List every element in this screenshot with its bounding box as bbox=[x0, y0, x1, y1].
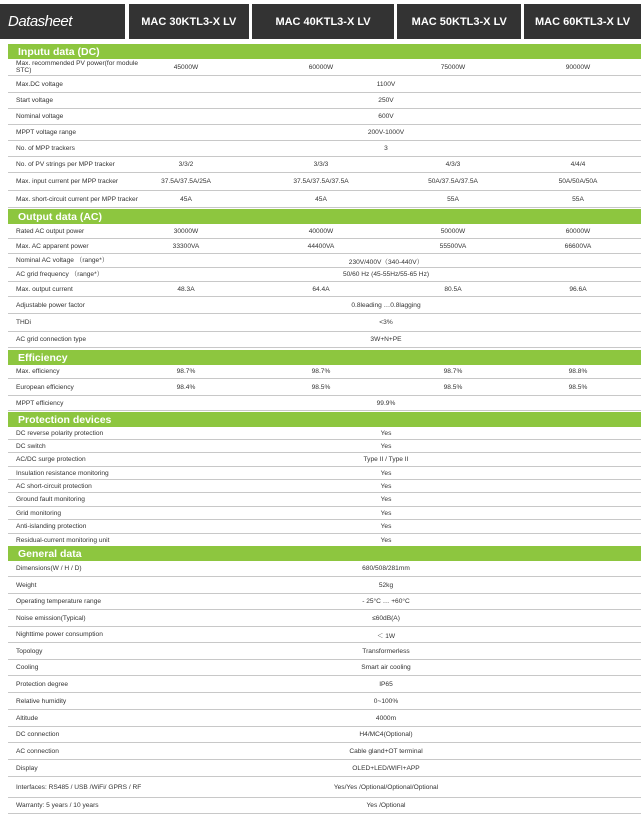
spec-row bbox=[8, 727, 641, 743]
spec-row bbox=[8, 777, 641, 798]
spec-row bbox=[8, 239, 641, 254]
spec-label: Residual-current monitoring unit bbox=[16, 536, 110, 544]
spec-label: Insulation resistance monitoring bbox=[16, 469, 109, 477]
spec-value-all-models: 50/60 Hz (45-55Hz/55-65 Hz) bbox=[342, 271, 430, 278]
spec-value-model-2: 64.4A bbox=[312, 285, 330, 293]
spec-value-model-4: 4/4/4 bbox=[570, 161, 586, 168]
spec-row bbox=[8, 76, 641, 93]
spec-row bbox=[8, 577, 641, 594]
spec-value-all-models: 250V bbox=[378, 97, 394, 104]
spec-value-model-3: 55500VA bbox=[439, 242, 467, 250]
model-header-2: MAC 40KTL3-X LV bbox=[252, 4, 395, 39]
spec-value-model-2: 60000W bbox=[308, 63, 334, 71]
spec-row bbox=[8, 643, 641, 660]
header-row bbox=[0, 4, 641, 39]
spec-row bbox=[8, 157, 641, 173]
spec-label: Max.DC voltage bbox=[16, 80, 63, 88]
spec-row bbox=[8, 561, 641, 577]
spec-value-all-models: 3W+N+PE bbox=[370, 336, 402, 343]
spec-label: Dimensions(W / H / D) bbox=[16, 565, 82, 572]
spec-value-model-4: 98.5% bbox=[568, 383, 588, 391]
spec-label: Noise emission(Typical) bbox=[16, 614, 86, 622]
spec-value-all-models: Yes bbox=[380, 482, 392, 490]
spec-label: Rated AC output power bbox=[16, 227, 85, 235]
spec-value-all-models: 680/508/281mm bbox=[362, 565, 410, 572]
spec-label: AC/DC surge protection bbox=[16, 456, 86, 463]
spec-label: Interfaces: RS485 / USB /WiFi/ GPRS / RF bbox=[16, 783, 142, 791]
spec-row bbox=[8, 224, 641, 239]
spec-label: Ground fault monitoring bbox=[16, 496, 85, 503]
spec-value-all-models: Yes bbox=[380, 429, 392, 437]
spec-value-all-models: Cable gland+OT terminal bbox=[349, 747, 423, 755]
spec-label: AC short-circuit protection bbox=[16, 482, 92, 490]
spec-label: Altitude bbox=[16, 714, 38, 722]
spec-value-model-3: 4/3/3 bbox=[445, 161, 461, 168]
spec-value-model-2: 40000W bbox=[308, 227, 334, 235]
spec-row bbox=[8, 396, 641, 411]
spec-label: Nominal voltage bbox=[16, 113, 64, 120]
spec-value-model-2: 98.7% bbox=[311, 368, 331, 375]
spec-value-all-models: Yes bbox=[380, 496, 392, 503]
spec-row bbox=[8, 173, 641, 191]
spec-value-model-4: 66600VA bbox=[564, 242, 592, 250]
spec-row bbox=[8, 125, 641, 141]
spec-row bbox=[8, 254, 641, 268]
spec-label: Weight bbox=[16, 581, 37, 589]
spec-label: Display bbox=[16, 764, 38, 772]
spec-value-model-1: 98.7% bbox=[176, 368, 196, 375]
spec-row bbox=[8, 297, 641, 314]
spec-value-model-4: 96.6A bbox=[569, 285, 587, 293]
section-header: Efficiency bbox=[8, 350, 641, 365]
spec-row bbox=[8, 743, 641, 760]
spec-row bbox=[8, 467, 641, 480]
spec-row bbox=[8, 109, 641, 125]
spec-value-all-models: ＜ 1W bbox=[376, 632, 396, 640]
spec-value-all-models: 1100V bbox=[376, 80, 396, 88]
spec-value-all-models: 3 bbox=[384, 145, 388, 152]
spec-value-model-1: 98.4% bbox=[176, 383, 196, 391]
spec-value-all-models: IP65 bbox=[379, 680, 393, 688]
spec-label: AC connection bbox=[16, 747, 59, 755]
spec-value-model-1: 37.5A/37.5A/25A bbox=[161, 178, 211, 185]
spec-value-all-models: 0~100% bbox=[373, 697, 399, 705]
spec-row bbox=[8, 332, 641, 348]
spec-label: Relative humidity bbox=[16, 697, 67, 705]
spec-value-model-3: 50A/37.5A/37.5A bbox=[428, 178, 478, 185]
spec-label: No. of MPP trackers bbox=[16, 145, 75, 152]
spec-value-model-3: 55A bbox=[447, 195, 459, 203]
spec-value-model-2: 3/3/3 bbox=[313, 161, 329, 168]
spec-label: THDi bbox=[16, 319, 32, 326]
spec-label: DC switch bbox=[16, 442, 46, 450]
spec-value-all-models: 200V-1000V bbox=[367, 129, 405, 136]
spec-label: DC connection bbox=[16, 731, 60, 738]
spec-value-all-models: H4/MC4(Optional) bbox=[359, 731, 413, 738]
spec-row bbox=[8, 440, 641, 453]
spec-label: Grid monitoring bbox=[16, 509, 62, 517]
spec-value-all-models: ≤60dB(A) bbox=[372, 614, 400, 622]
spec-value-model-2: 44400VA bbox=[307, 242, 335, 250]
spec-label: Max. AC apparent power bbox=[16, 242, 89, 250]
spec-label: Max. output current bbox=[16, 285, 73, 293]
spec-value-model-3: 50000W bbox=[440, 227, 466, 235]
spec-row bbox=[8, 507, 641, 520]
section-header: Protection devices bbox=[8, 412, 641, 427]
spec-value-all-models: Yes bbox=[380, 509, 392, 517]
spec-value-all-models: Yes /Optional bbox=[366, 802, 406, 809]
spec-label: MPPT efficiency bbox=[16, 399, 64, 407]
section-header: Inputu data (DC) bbox=[8, 44, 641, 59]
spec-row bbox=[8, 480, 641, 493]
spec-row bbox=[8, 453, 641, 467]
spec-row bbox=[8, 520, 641, 534]
spec-row bbox=[8, 191, 641, 208]
spec-value-all-models: 600V bbox=[378, 113, 394, 120]
spec-row bbox=[8, 282, 641, 297]
spec-label: No. of PV strings per MPP tracker bbox=[16, 161, 115, 168]
spec-row bbox=[8, 594, 641, 610]
spec-value-model-4: 98.8% bbox=[568, 368, 588, 375]
spec-value-model-1: 48.3A bbox=[177, 285, 195, 293]
spec-value-all-models: Type II / Type II bbox=[363, 456, 409, 463]
spec-label: AC grid frequency （range*） bbox=[16, 271, 104, 278]
spec-row bbox=[8, 493, 641, 507]
spec-value-model-3: 98.5% bbox=[443, 383, 463, 391]
spec-row bbox=[8, 93, 641, 109]
spec-row bbox=[8, 268, 641, 282]
spec-value-model-3: 75000W bbox=[440, 63, 466, 71]
spec-value-model-3: 80.5A bbox=[444, 285, 462, 293]
model-header-3: MAC 50KTL3-X LV bbox=[397, 4, 521, 39]
spec-value-all-models: Smart air cooling bbox=[361, 664, 411, 671]
spec-value-all-models: 52kg bbox=[378, 581, 394, 589]
spec-row bbox=[8, 760, 641, 777]
spec-value-all-models: OLED+LED/WIFI+APP bbox=[352, 764, 420, 772]
section-header: General data bbox=[8, 546, 641, 561]
spec-value-all-models: 4000m bbox=[375, 714, 397, 722]
spec-row bbox=[8, 710, 641, 727]
spec-label: Cooling bbox=[16, 664, 39, 671]
spec-value-model-1: 30000W bbox=[173, 227, 199, 235]
spec-value-model-4: 90000W bbox=[565, 63, 591, 71]
spec-row bbox=[8, 365, 641, 379]
spec-value-all-models: <3% bbox=[379, 319, 393, 326]
spec-row bbox=[8, 693, 641, 710]
spec-value-all-models: Yes bbox=[380, 442, 392, 450]
spec-label: Anti-islanding protection bbox=[16, 523, 87, 530]
spec-value-model-1: 3/3/2 bbox=[178, 161, 194, 168]
spec-value-all-models: Yes bbox=[380, 469, 392, 477]
spec-value-all-models: Yes bbox=[380, 536, 392, 544]
spec-value-model-4: 60000W bbox=[565, 227, 591, 235]
spec-row bbox=[8, 314, 641, 332]
model-header-4: MAC 60KTL3-X LV bbox=[524, 4, 641, 39]
spec-value-all-models: 99.9% bbox=[376, 399, 396, 407]
spec-label: Nominal AC voltage （range*） bbox=[16, 257, 109, 264]
section-header: Output data (AC) bbox=[8, 209, 641, 224]
spec-row bbox=[8, 427, 641, 440]
spec-value-all-models: Yes/Yes /Optional/Optional/Optional bbox=[333, 783, 439, 791]
spec-label: Warranty: 5 years / 10 years bbox=[16, 802, 99, 809]
spec-row bbox=[8, 610, 641, 627]
datasheet-title: Datasheet bbox=[0, 4, 125, 39]
spec-value-model-2: 37.5A/37.5A/37.5A bbox=[293, 178, 349, 185]
spec-value-model-3: 98.7% bbox=[443, 368, 463, 375]
spec-label: MPPT voltage range bbox=[16, 129, 76, 136]
spec-value-model-4: 55A bbox=[572, 195, 584, 203]
spec-label: DC reverse polarity protection bbox=[16, 429, 104, 437]
spec-row bbox=[8, 798, 641, 814]
spec-row bbox=[8, 660, 641, 676]
spec-value-all-models: Transformerless bbox=[362, 647, 410, 655]
spec-value-model-4: 50A/50A/50A bbox=[558, 178, 598, 185]
spec-value-model-2: 98.5% bbox=[311, 383, 331, 391]
spec-label: Max. input current per MPP tracker bbox=[16, 178, 119, 185]
spec-label: Max. recommended PV power(for module STC) bbox=[16, 60, 139, 74]
spec-label: Max. short-circuit current per MPP tracker bbox=[16, 195, 138, 203]
spec-value-all-models: Yes bbox=[380, 523, 392, 530]
spec-label: Adjustable power factor bbox=[16, 301, 85, 309]
spec-label: Operating temperature range bbox=[16, 598, 102, 605]
spec-label: Nighttime power consumption bbox=[16, 631, 103, 638]
spec-row bbox=[8, 379, 641, 396]
spec-label: Max. efficiency bbox=[16, 368, 60, 375]
spec-value-model-1: 45000W bbox=[173, 63, 199, 71]
spec-label: European efficiency bbox=[16, 383, 74, 391]
spec-label: AC grid connection type bbox=[16, 336, 87, 343]
spec-value-model-2: 45A bbox=[315, 195, 327, 203]
model-header-1: MAC 30KTL3-X LV bbox=[129, 4, 249, 39]
spec-value-model-1: 33300VA bbox=[172, 242, 200, 250]
spec-label: Topology bbox=[16, 647, 43, 655]
spec-value-model-1: 45A bbox=[180, 195, 192, 203]
spec-row bbox=[8, 627, 641, 643]
spec-value-all-models: - 25°C … +60°C bbox=[362, 598, 410, 605]
spec-row bbox=[8, 59, 641, 76]
spec-value-all-models: 0.8leading …0.8lagging bbox=[351, 301, 421, 309]
spec-row bbox=[8, 676, 641, 693]
spec-label: Start voltage bbox=[16, 97, 54, 104]
spec-label: Protection degree bbox=[16, 680, 69, 688]
spec-row bbox=[8, 141, 641, 157]
spec-value-all-models: 230V/400V（340-440V） bbox=[348, 258, 424, 266]
